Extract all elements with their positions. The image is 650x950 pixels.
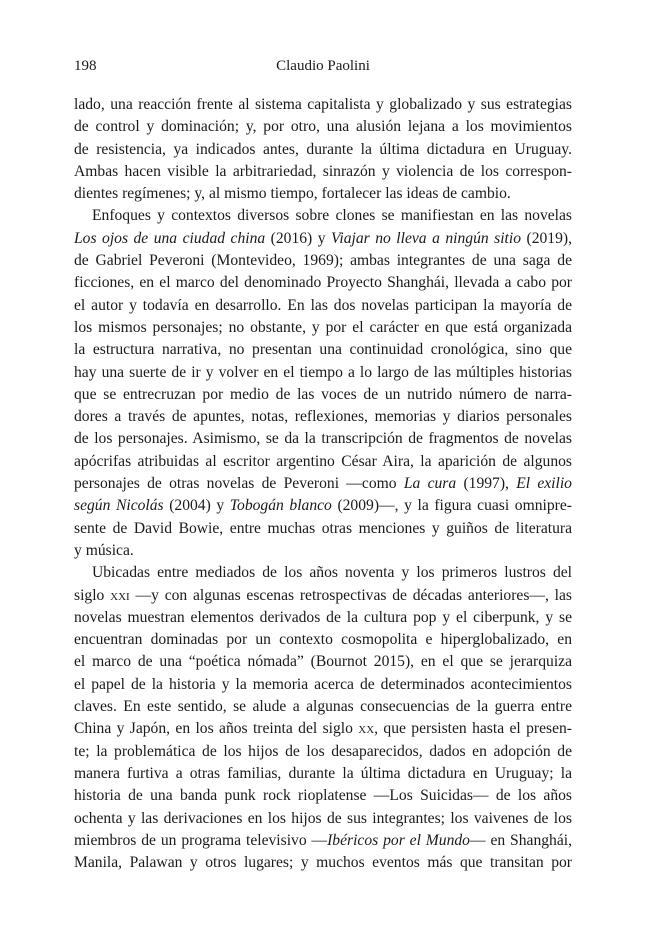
paragraph-2 xyxy=(74,205,572,562)
text-run: de control y dominación; y, por otro, una alusión lejana a los movimientos xyxy=(74,118,572,136)
text-run: Enfoques y contextos diversos sobre clones se manifiestan en las novelas xyxy=(92,207,572,225)
text-run: (2016) y xyxy=(265,229,332,247)
text-run: China y Japón, en los años treinta del siglo xyxy=(74,720,359,738)
text-run: y música. xyxy=(74,541,134,559)
text-line xyxy=(74,540,572,562)
text-run: encuentran dominadas por un contexto cosmopolita e hiperglobalizado, en xyxy=(74,631,572,649)
text-line xyxy=(74,808,572,830)
text-run: la estructura narrativa, no presentan una continuidad cronológica, sino que xyxy=(74,341,572,359)
text-line xyxy=(74,139,572,161)
text-run: , que persisten hasta el presen- xyxy=(374,720,572,738)
italic-title: Los ojos de una ciudad china xyxy=(74,229,266,247)
italic-title: El exilio xyxy=(516,475,572,493)
text-run: ficciones, en el marco del denominado Proyecto Shanghái, llevada a cabo por xyxy=(74,274,572,292)
text-run: el papel de la historia y la memoria acerca de determinados acontecimientos xyxy=(74,675,572,693)
text-line xyxy=(74,362,572,384)
text-line xyxy=(74,518,572,540)
text-line xyxy=(74,785,572,807)
text-line xyxy=(74,183,572,205)
text-line xyxy=(74,629,572,651)
text-line xyxy=(74,295,572,317)
text-line xyxy=(74,585,572,607)
text-line xyxy=(74,339,572,361)
text-line xyxy=(74,763,572,785)
text-run: Ambas hacen visible la arbitrariedad, sinrazón y violencia de los correspon- xyxy=(74,162,572,180)
text-run: miembros de un programa televisivo — xyxy=(74,831,328,849)
text-line xyxy=(74,473,572,495)
text-line xyxy=(74,384,572,406)
text-run: — en Shanghái, xyxy=(469,831,572,849)
text-run: apócrifas atribuidas al escritor argentino César Aira, la aparición de algunos xyxy=(74,452,572,470)
text-run: que se entrecruzan por medio de las voces de un nutrido número de narra- xyxy=(74,385,572,403)
text-run: hay una suerte de ir y volver en el tiempo a lo largo de las múltiples historias xyxy=(74,363,572,381)
text-run: claves. En este sentido, se alude a algunas consecuencias de la guerra entre xyxy=(74,698,572,716)
text-run: dientes regímenes; y, al mismo tiempo, fortalecer las ideas de cambio. xyxy=(74,185,511,203)
text-line xyxy=(74,228,572,250)
text-run: manera furtiva a otras familias, durante la última dictadura en Uruguay; la xyxy=(74,764,572,782)
text-line xyxy=(74,205,572,227)
text-run: (2009)—, y la figura cuasi omnipre- xyxy=(331,497,572,515)
text-line xyxy=(74,674,572,696)
italic-title: La cura xyxy=(403,475,457,493)
text-run: Ubicadas entre mediados de los años noventa y los primeros lustros del xyxy=(92,564,572,582)
text-line xyxy=(74,852,572,874)
text-run: dores a través de apuntes, notas, reflexiones, memorias y diarios personales xyxy=(74,408,572,426)
page-header xyxy=(74,58,572,78)
text-line xyxy=(74,272,572,294)
text-line xyxy=(74,651,572,673)
text-line xyxy=(74,607,572,629)
text-line xyxy=(74,94,572,116)
text-line xyxy=(74,406,572,428)
text-line xyxy=(74,830,572,852)
paragraph-1 xyxy=(74,94,572,205)
page-number: 198 xyxy=(74,58,97,74)
text-line xyxy=(74,741,572,763)
text-run: los mismos personajes; no obstante, y por el carácter en que está organizada xyxy=(74,318,572,336)
text-line xyxy=(74,562,572,584)
text-run: historia de una banda punk rock rioplatense —Los Suicidas— de los años xyxy=(74,787,572,805)
text-line xyxy=(74,451,572,473)
italic-title: según Nicolás xyxy=(74,497,164,515)
text-line xyxy=(74,718,572,740)
roman-numeral: xxi xyxy=(110,586,130,604)
italic-title: Tobogán blanco xyxy=(229,497,332,515)
paragraph-3 xyxy=(74,562,572,874)
text-run: ochenta y las derivaciones en los hijos de sus integrantes; los vaivenes de los xyxy=(74,809,572,827)
italic-title: Ibéricos por el Mundo xyxy=(327,831,470,849)
text-run: de los personajes. Asimismo, se da la transcripción de fragmentos de novelas xyxy=(74,430,572,448)
text-line xyxy=(74,428,572,450)
text-run: (1997), xyxy=(456,475,517,493)
text-line xyxy=(74,161,572,183)
running-head: Claudio Paolini xyxy=(276,58,370,74)
text-line xyxy=(74,116,572,138)
text-line xyxy=(74,495,572,517)
page-body xyxy=(74,94,572,874)
text-run: novelas muestran elementos derivados de la cultura pop y el ciberpunk, y se xyxy=(74,608,572,626)
text-run: (2019), xyxy=(521,229,572,247)
text-run: de resistencia, ya indicados antes, durante la última dictadura en Uruguay. xyxy=(74,140,572,158)
text-run: (2004) y xyxy=(163,497,230,515)
text-run: el autor y todavía en desarrollo. En las dos novelas participan la mayoría de xyxy=(74,296,572,314)
italic-title: Viajar no lleva a ningún sitio xyxy=(331,229,522,247)
text-run: personajes de otras novelas de Peveroni —como xyxy=(74,475,404,493)
roman-numeral: xx xyxy=(358,720,375,738)
text-line xyxy=(74,696,572,718)
text-run: —y con algunas escenas retrospectivas de décadas anteriores—, las xyxy=(129,586,572,604)
text-run: lado, una reacción frente al sistema capitalista y globalizado y sus estrategias xyxy=(74,96,572,113)
text-run: te; la problemática de los hijos de los desaparecidos, dados en adopción de xyxy=(74,742,572,760)
text-run: el marco de una “poética nómada” (Bournot 2015), en el que se jerarquiza xyxy=(74,653,572,671)
text-line xyxy=(74,317,572,339)
text-run: Manila, Palawan y otros lugares; y muchos eventos más que transitan por xyxy=(74,854,572,872)
text-line xyxy=(74,250,572,272)
text-run: sente de David Bowie, entre muchas otras menciones y guiños de literatura xyxy=(74,519,572,537)
text-run: siglo xyxy=(74,586,111,604)
text-run: de Gabriel Peveroni (Montevideo, 1969); ambas integrantes de una saga de xyxy=(74,252,572,270)
